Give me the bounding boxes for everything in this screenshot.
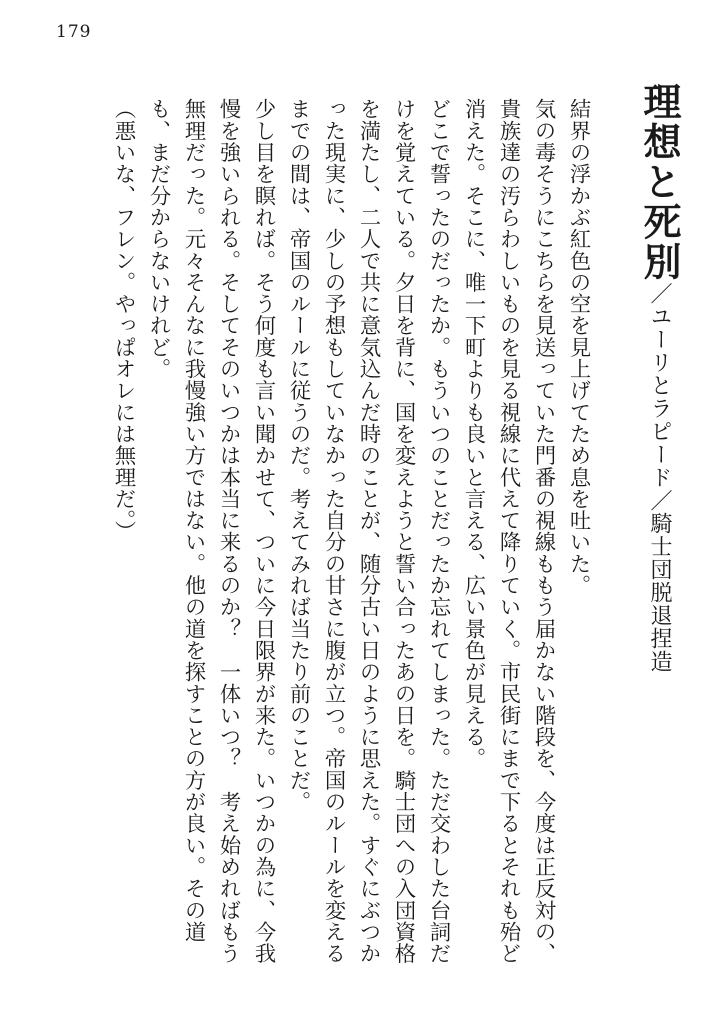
chapter-title — [637, 82, 682, 673]
paragraph: （悪いな、フレン。やっぱオレには無理だ。） — [111, 98, 136, 542]
page-number: 179 — [56, 22, 92, 42]
chapter-title-main: 理想と死別 — [637, 82, 682, 282]
chapter-subtitle: ／ユーリとラピード／騎士団脱退捏造 — [647, 282, 672, 673]
body-text — [106, 98, 596, 978]
paragraph: 少し目を瞑れば。そう何度も言い聞かせて、ついに今日限界が来た。いつかの為に、今我慢を強いられる。そしてそのいつかは本当に来るのか？ 一体いつ？ 考え始めればもう無理だった。元々そんなに我慢強い方ではない。他の道を探すことの方が良い。その道も、まだ分からないけれど。 — [146, 98, 276, 964]
paragraph: 結界の浮かぶ紅色の空を見上げてため息を吐いた。 — [566, 98, 591, 596]
paragraph: どこで誓ったのだったか。もういつのことだったか忘れてしまった。ただ交わした台詞だけを覚えている。夕日を背に、国を変えようと誓い合ったあの日を。騎士団への入団資格を満たし、二人で共に意気込んだ時のことが、随分古い日のように思えた。すぐにぶつかった現実に、少しの予想もしていなかった自分の甘さに腹が立つ。帝国のルールを変えるまでの間は、帝国のルールに従うのだ。考えてみれば当たり前のことだ。 — [286, 98, 451, 964]
paragraph: 気の毒そうにこちらを見送っていた門番の視線ももう届かない階段を、今度は正反対の、貴族達の汚らわしいものを見る視線に代えて降りていく。市民街にまで下るとそれも殆ど消えた。そこに、唯一下町よりも良いと言える、広い景色が見える。 — [461, 98, 556, 964]
